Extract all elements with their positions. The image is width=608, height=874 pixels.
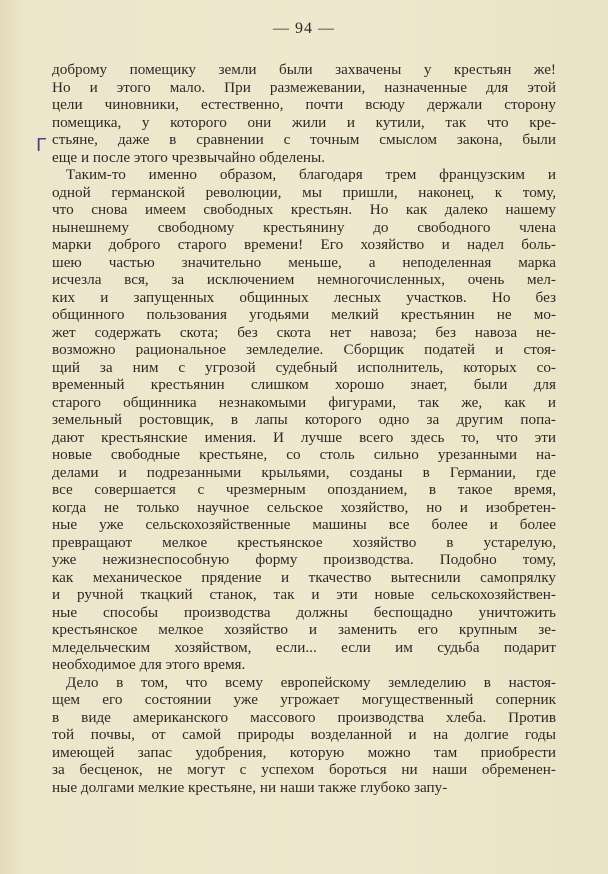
text-line: еще и после этого чрезвычайно обделены. [52,148,326,166]
text-line: за бесценок, не могут с успехом бороться ни наши обременен- [52,761,556,778]
page-number: — 94 — [273,20,335,37]
text-line: жет содержать скота; без скота нет навоза; без навоза не- [52,323,556,341]
text-line: ких и запущенных общинных лесных участков. Но без [52,288,556,306]
paragraph [52,674,556,797]
text-line: шею частью значительно меньше, а неподеленная марка [52,253,556,271]
text-line: временный крестьянин слишком хорошо знает, были для [52,376,556,393]
text-line: когда не только научное сельское хозяйство, но и изобретен- [52,498,556,516]
text-line: общинного пользования угодьями мелкий крестьянин не мо- [52,306,556,323]
text-line: ные уже сельскохозяйственные машины все более и более [52,516,556,533]
paragraph [52,61,556,166]
text-line: доброму помещику земли были захвачены у крестьян же! [52,61,556,78]
text-line: Но и этого мало. При размежевании, назначенные для этой [52,78,556,96]
text-line: исчезла вся, за исключением немногочисленных, очень мел- [52,271,556,288]
text-line: той почвы, от самой природы возделанной и на долгие годы [52,726,556,743]
text-line: дают крестьянские имения. И лучше всего здесь то, что эти [52,428,556,446]
text-line: щем его состоянии уже угрожает могущественный соперник [52,691,556,708]
text-line: что снова имеем свободных крестьян. Но как далеко нашему [52,201,556,218]
text-line: Таким-то именно образом, благодаря трем французским и [66,166,556,183]
paragraph [52,166,556,674]
text-line: уже нежизнеспособную форму производства. Подобно тому, [52,551,556,568]
text-line: щий за ним с угрозой судебный исполнитель, которых со- [52,358,556,376]
text-line: земельный ростовщик, в лапы которого одно за другим попа- [52,411,556,428]
text-line: Дело в том, что всему европейскому земледелию в настоя- [66,673,556,691]
text-line: нынешнему свободному крестьянину до свободного члена [52,218,556,236]
text-line: в виде американского массового производства хлеба. Против [52,708,556,726]
text-line: стьяне, даже в сравнении с точным смыслом закона, были [52,131,556,148]
text-line: превращают мелкое крестьянское хозяйство в устарелую, [52,533,556,551]
text-line: имеющей запас удобрения, которую можно там приобрести [52,743,556,761]
pencil-mark-icon: ᒥ [36,135,47,156]
text-line: новые свободные крестьяне, со столь сильно урезанными на- [52,446,556,463]
text-line: ные способы производства должны беспощадно уничтожить [52,603,556,621]
text-line: цели чиновники, естественно, почти всюду держали сторону [52,96,556,113]
text-line: ные долгами мелкие крестьяне, ни наши также глубоко запу- [52,778,448,796]
text-line: марки доброго старого времени! Его хозяйство и надел боль- [52,236,556,253]
text-line: как механическое прядение и ткачество вытеснили самопрялку [52,568,556,586]
text-line: одной германской революции, мы пришли, наконец, к тому, [52,183,556,201]
text-line: возможно рациональное земледелие. Сборщик податей и стоя- [52,341,556,358]
text-line: необходимое для этого время. [52,656,246,673]
text-line: помещика, у которого они жили и кутили, так что кре- [52,113,556,131]
text-line: и ручной ткацкий станок, так и эти новые сельскохозяйствен- [52,586,556,603]
text-line: делами и подрезанными крыльями, созданы в Германии, где [52,463,556,481]
text-line: крестьянское мелкое хозяйство и заменить его крупным зе- [52,621,556,638]
text-line: старого общинника незнакомыми фигурами, так же, как и [52,393,556,411]
page-text [52,61,556,796]
text-line: мледельческим хозяйством, если... если им судьба подарит [52,638,556,656]
text-line: все совершается с чрезмерным опозданием, в такое время, [52,481,556,498]
